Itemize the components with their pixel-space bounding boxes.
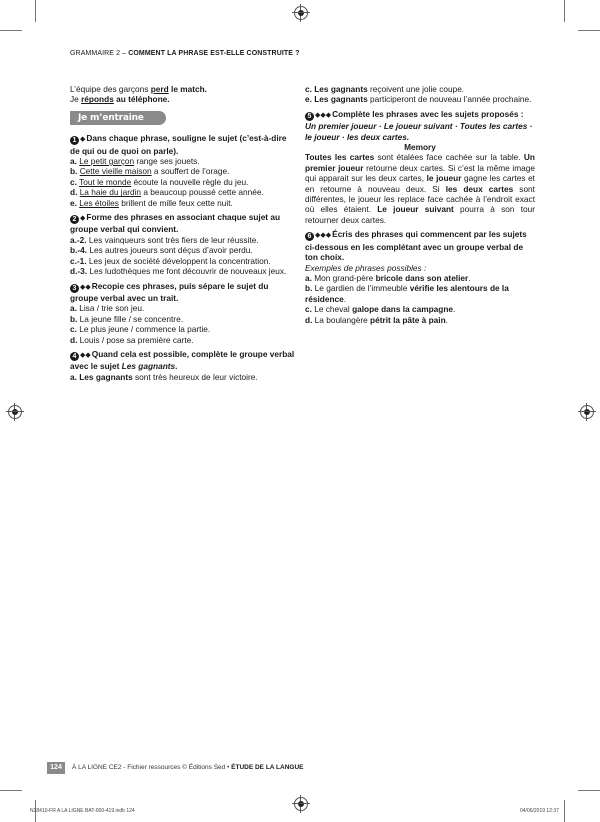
footer-credit: À LA LIGNE CE2 - Fichier ressources © Éditions Sed • ÉTUDE DE LA LANGUE	[72, 764, 304, 771]
list-item: b. Le gardien de l’immeuble vérifie les alentours de la résidence.	[305, 283, 509, 304]
list-item: c. Les gagnants reçoivent une jolie coupe.	[305, 84, 465, 94]
list-item: c. Le cheval galope dans la campagne.	[305, 304, 456, 315]
list-item: b. Cette vieille maison a souffert de l’orage.	[70, 166, 230, 177]
exercise-number-badge: 3	[70, 284, 79, 293]
section-badge: Je m’entraine	[70, 111, 166, 125]
exercise-number-badge: 4	[70, 352, 79, 361]
list-item: c. Le plus jeune / commence la partie.	[70, 324, 211, 335]
crop-mark	[0, 790, 22, 791]
crop-mark	[564, 800, 565, 822]
list-item: d.-3. Les ludothèques me font découvrir de nouveaux jeux.	[70, 266, 287, 277]
exercise-number-badge: 1	[70, 136, 79, 145]
list-item: a.-2. Les vainqueurs sont très fiers de leur réussite.	[70, 234, 259, 245]
right-column	[305, 84, 535, 325]
difficulty-icon: ◆◆◆	[315, 232, 332, 240]
difficulty-icon: ◆◆◆	[315, 111, 332, 119]
exercise-instruction: Écris des phrases qui commencent par les sujets ci-dessous en les complétant avec un groupe verbal de ton choix.	[305, 229, 527, 263]
page-number: 124	[47, 762, 65, 774]
list-item: e. Les étoiles brillent de mille feux cette nuit.	[70, 197, 233, 208]
difficulty-icon: ◆	[80, 215, 86, 223]
list-item: b.-4. Les autres joueurs sont déçus d’avoir perdu.	[70, 245, 253, 256]
exercise-5	[305, 109, 535, 142]
list-item: d. Louis / pose sa première carte.	[70, 334, 194, 345]
text-title: Memory	[404, 142, 436, 153]
exercise-number-badge: 5	[305, 112, 314, 121]
exercise-number-badge: 6	[305, 232, 314, 241]
exercise-instruction: Recopie ces phrases, puis sépare le sujet du groupe verbal avec un trait.	[70, 280, 269, 303]
intro-line-1: L’équipe des garçons perd le match.	[70, 84, 207, 94]
exercise-instruction: Complète les phrases avec les sujets proposés :	[332, 108, 524, 119]
intro-line-2: Je réponds au téléphone.	[70, 94, 170, 105]
list-item: b. La jeune fille / se concentre.	[70, 313, 183, 324]
list-item: c. Tout le monde écoute la nouvelle règle du jeu.	[70, 176, 249, 187]
exercise-instruction: Forme des phrases en associant chaque sujet au groupe verbal qui convient.	[70, 212, 281, 235]
registration-mark-top	[294, 6, 308, 20]
exercise-instruction: Quand cela est possible, complète le groupe verbal avec le sujet Les gagnants.	[70, 348, 295, 372]
registration-mark-left	[8, 405, 22, 419]
difficulty-icon: ◆	[80, 136, 86, 144]
crop-mark	[578, 790, 600, 791]
exercise-3	[70, 281, 298, 304]
list-item: d. La haie du jardin a beaucoup poussé cette année.	[70, 187, 264, 198]
exercise-2	[70, 212, 298, 235]
list-item: a. Le petit garçon range ses jouets.	[70, 156, 200, 167]
list-item: d. La boulangère pétrit la pâte à pain.	[305, 314, 448, 325]
header-title: COMMENT LA PHRASE EST-ELLE CONSTRUITE ?	[128, 50, 300, 57]
list-item: a. Les gagnants sont très heureux de leur victoire.	[70, 371, 258, 382]
examples-label: Exemples de phrases possibles :	[305, 262, 427, 273]
subject-choices: Un premier joueur · Le joueur suivant · Toutes les cartes · le joueur · les deux cartes.	[305, 121, 533, 142]
page-header: GRAMMAIRE 2 – COMMENT LA PHRASE EST-ELLE CONSTRUITE ?	[70, 50, 300, 57]
list-item: c.-1. Les jeux de société développent la concentration.	[70, 255, 271, 266]
print-slug-date: 04/06/2019 12:37	[520, 808, 559, 814]
exercise-number-badge: 2	[70, 215, 79, 224]
exercise-1	[70, 133, 298, 156]
crop-mark	[0, 30, 22, 31]
crop-mark	[564, 0, 565, 22]
difficulty-icon: ◆◆	[80, 283, 91, 291]
list-item: e. Les gagnants participeront de nouveau l’année prochaine.	[305, 94, 532, 105]
left-column	[70, 84, 298, 382]
registration-mark-bottom	[294, 797, 308, 811]
memory-text: Toutes les cartes sont étalées face cachée sur la table. Un premier joueur retourne deux cartes. Si c’est la même image qui apparait sur les deux cartes, le joueur gagne les cartes et en retourne à nouveau deux. Si les deux cartes sont différentes, le joueur les replace face cachée à l’endroit exact où elles étaient. Le joueur suivant pourra à son tour retourner deux cartes.	[305, 152, 535, 225]
registration-mark-right	[580, 405, 594, 419]
crop-mark	[35, 0, 36, 22]
difficulty-icon: ◆◆	[80, 351, 91, 359]
exercise-instruction: Dans chaque phrase, souligne le sujet (c’est-à-dire de qui ou de quoi on parle).	[70, 133, 287, 156]
exercise-6	[305, 229, 535, 262]
header-section: GRAMMAIRE 2	[70, 50, 121, 57]
print-slug-file: N28410-FR A LA LIGNE BAT-000-419.indb 124	[30, 808, 135, 814]
list-item: a. Mon grand-père bricole dans son atelier.	[305, 272, 471, 283]
exercise-4	[70, 349, 298, 372]
list-item: a. Lisa / trie son jeu.	[70, 303, 145, 314]
crop-mark	[578, 30, 600, 31]
